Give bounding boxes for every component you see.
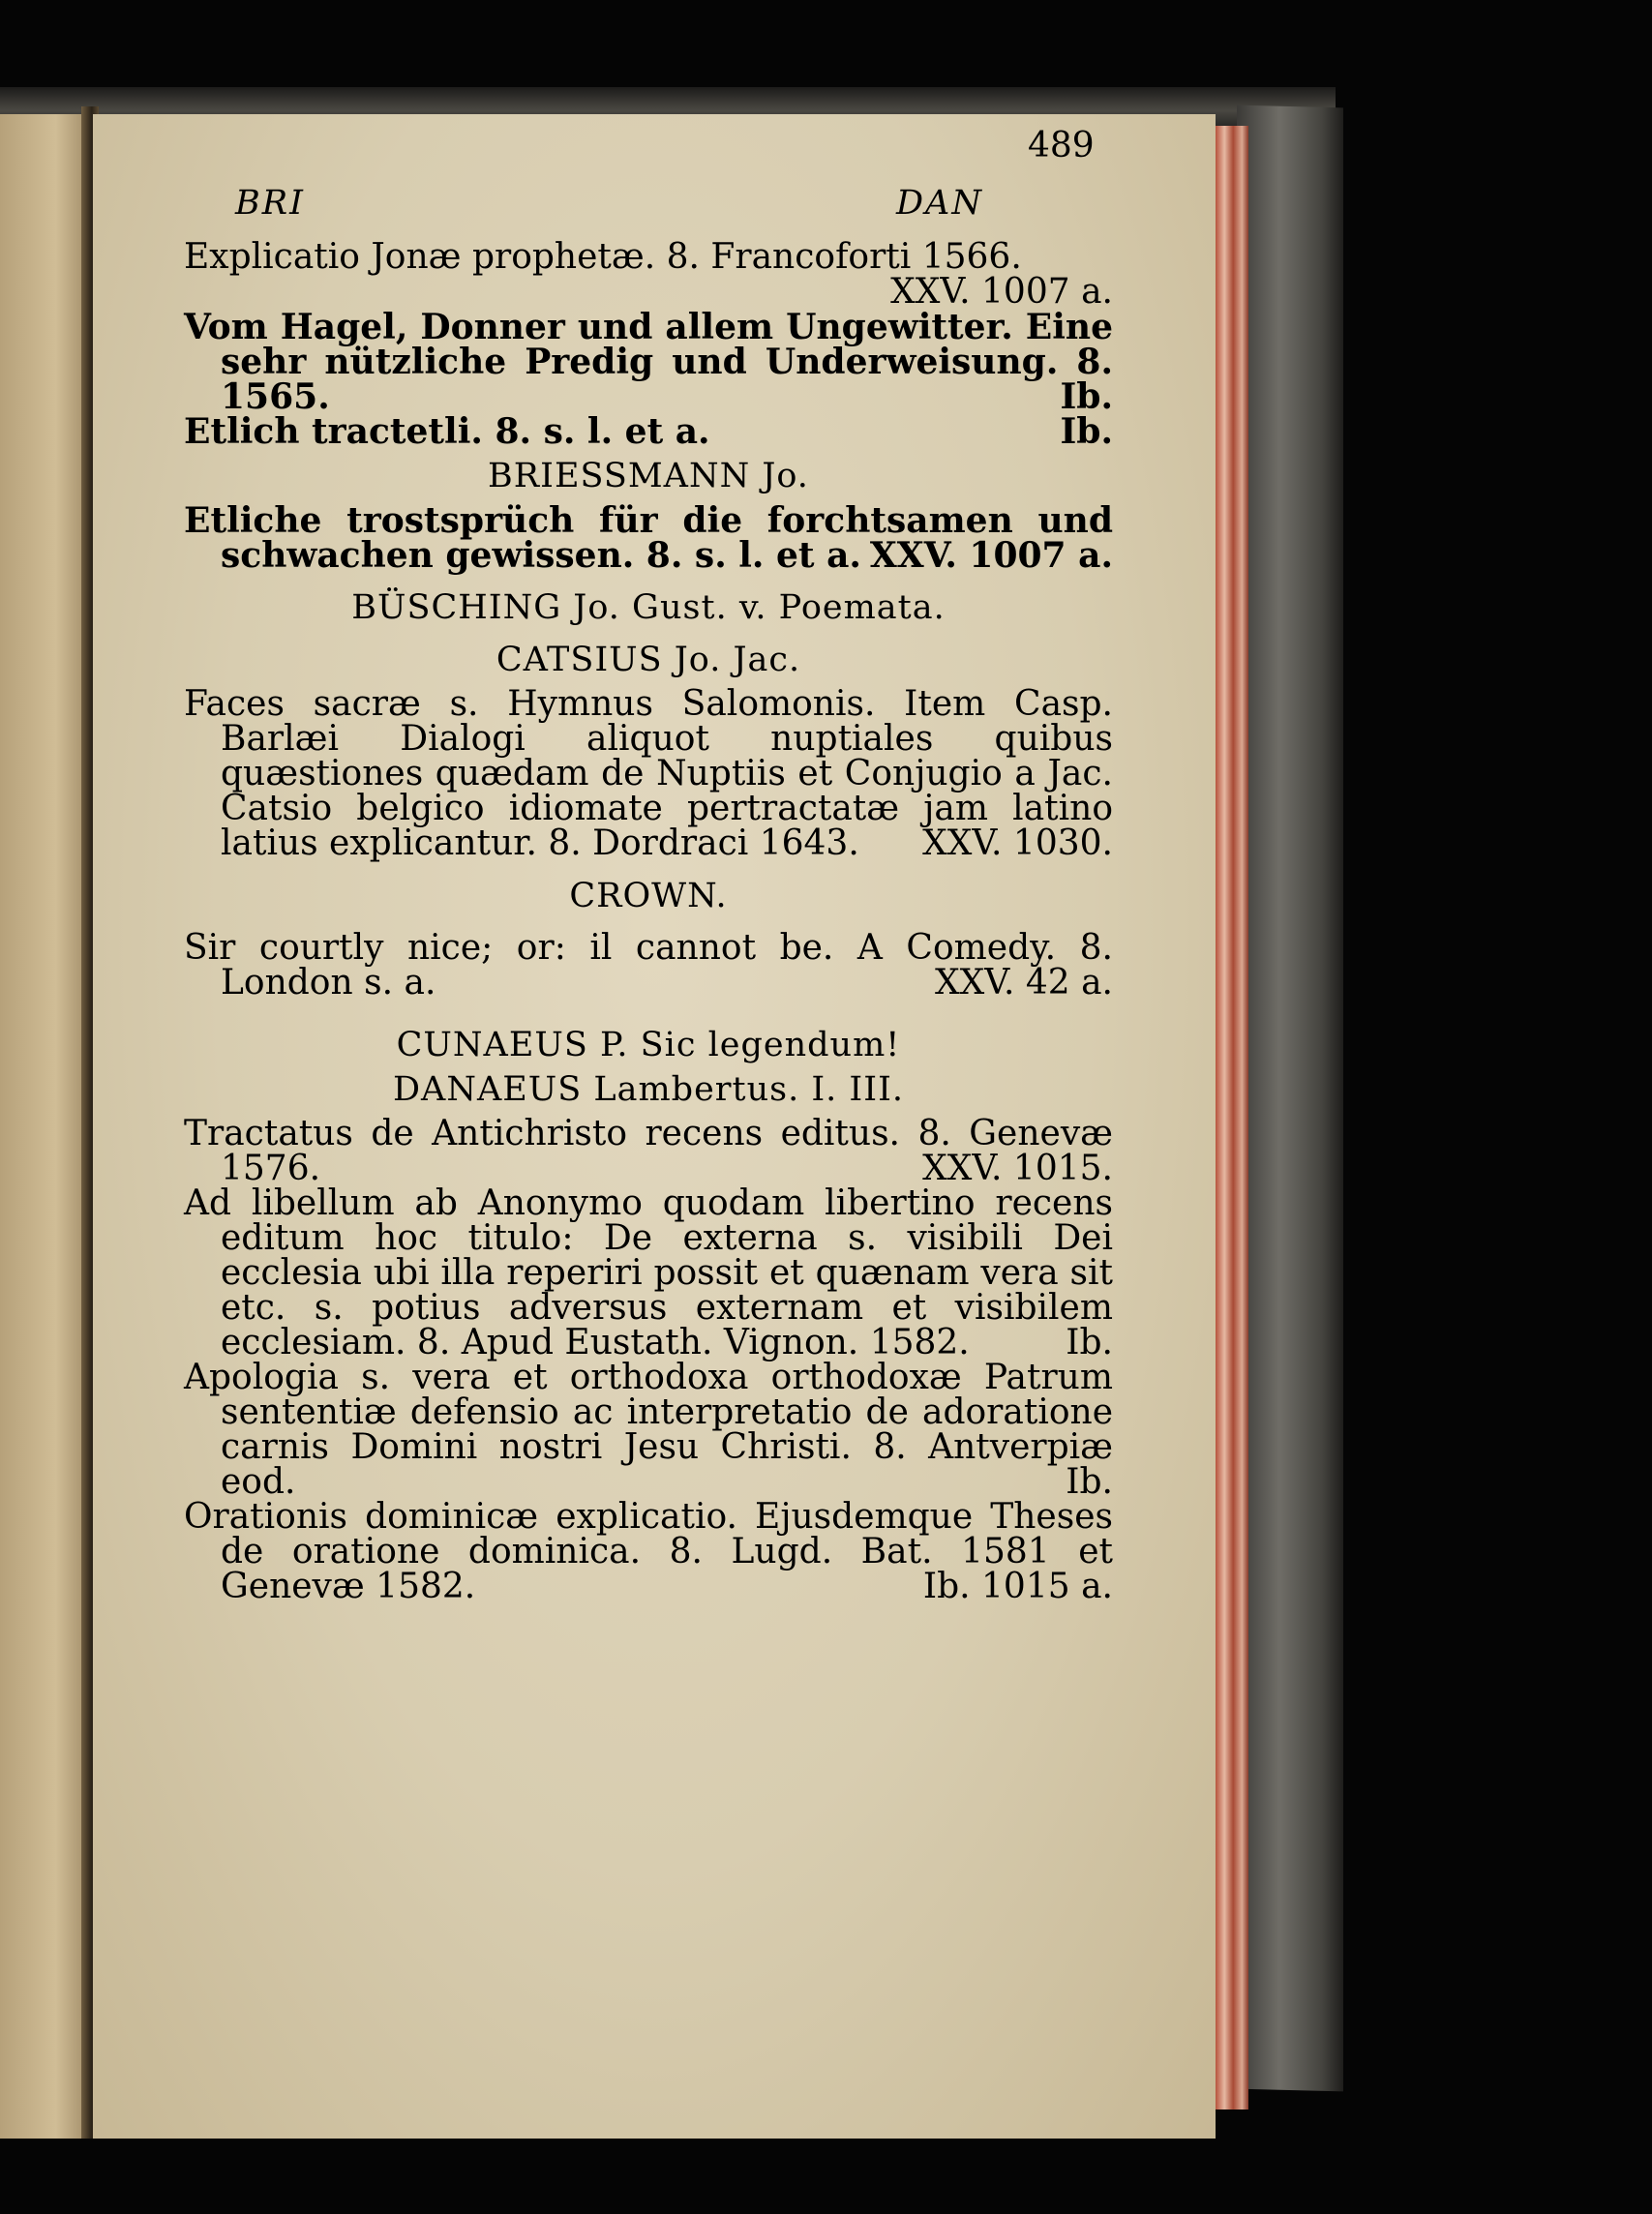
entry-reference: XXV. 1015. bbox=[922, 1149, 1113, 1188]
entry-reference: XXV. 42 a. bbox=[934, 963, 1113, 1002]
catalogue-entry: Sir courtly nice; or: il cannot be. A Comedy. 8. London s. a. XXV. 42 a. bbox=[184, 928, 1113, 1002]
page-number: 489 bbox=[1028, 126, 1095, 165]
book-cover-edge bbox=[1237, 105, 1343, 2092]
catalogue-entry: Ad libellum ab Anonymo quodam libertino recens editum hoc titulo: De externa s. visibili Dei ecclesia ubi illa reperiri possit et quænam vera sit etc. s. potius adversus externam et visibilem ecclesiam. 8. Apud Eustath. Vignon. 1582. Ib. bbox=[184, 1183, 1113, 1362]
author-heading: BÜSCHING Jo. Gust. v. Poemata. bbox=[351, 588, 946, 627]
catalogue-entry: Apologia s. vera et orthodoxa orthodoxæ Patrum sententiæ defensio ac interpretatio de adoratione carnis Domini nostri Jesu Christi. 8. Antverpiæ eod. Ib. bbox=[184, 1358, 1113, 1502]
catalogue-entry: Orationis dominicæ explicatio. Ejusdemque Theses de oratione dominica. 8. Lugd. Bat. 1581 et Genevæ 1582. Ib. 1015 a. bbox=[184, 1497, 1113, 1606]
catalogue-entry: Etliche trostsprüch für die forchtsamen und schwachen gewissen. 8. s. l. et a. XXV. 1007 a. bbox=[184, 500, 1113, 576]
catalogue-entry: Tractatus de Antichristo recens editus. 8. Genevæ 1576. XXV. 1015. bbox=[184, 1114, 1113, 1188]
entry-reference: Ib. 1015 a. bbox=[922, 1567, 1113, 1606]
catalogue-entry: Faces sacræ s. Hymnus Salomonis. Item Casp. Barlæi Dialogi aliquot nuptiales quibus quæstiones quædam de Nuptiis et Conjugio a Jac. Catsio belgico idiomate pertractatæ jam latino latius explicantur. 8. Dordraci 1643. XXV. 1030. bbox=[184, 684, 1113, 863]
catalogue-entry: Explicatio Jonæ prophetæ. 8. Francoforti 1566. XXV. 1007 a. bbox=[184, 237, 1113, 312]
author-heading: CATSIUS Jo. Jac. bbox=[496, 641, 801, 679]
author-heading: BRIESSMANN Jo. bbox=[488, 457, 809, 495]
author-heading: DANAEUS Lambertus. I. III. bbox=[392, 1070, 905, 1109]
catalogue-entries bbox=[184, 237, 1113, 1606]
running-head-right: DAN bbox=[896, 184, 983, 223]
entry-reference: XXV. 1030. bbox=[922, 823, 1113, 863]
entry-reference: Ib. bbox=[1066, 1323, 1113, 1362]
entry-reference: Ib. bbox=[1060, 411, 1113, 452]
entry-reference: XXV. 1007 a. bbox=[890, 272, 1113, 312]
author-heading: CUNAEUS P. Sic legendum! bbox=[396, 1026, 901, 1064]
entry-reference: XXV. 1007 a. bbox=[869, 535, 1113, 576]
entry-reference: Ib. bbox=[1066, 1462, 1113, 1502]
catalogue-entry: Vom Hagel, Donner und allem Ungewitter. Eine sehr nützliche Predig und Underweisung. 8. 1565. Ib. bbox=[184, 307, 1113, 417]
facing-page-edge bbox=[0, 114, 93, 2139]
running-head-left: BRI bbox=[235, 184, 305, 223]
author-heading: CROWN. bbox=[569, 877, 728, 915]
entry-reference: Ib. bbox=[1060, 376, 1113, 417]
catalogue-entry: Etlich tractetli. 8. s. l. et a. Ib. bbox=[184, 411, 1113, 452]
